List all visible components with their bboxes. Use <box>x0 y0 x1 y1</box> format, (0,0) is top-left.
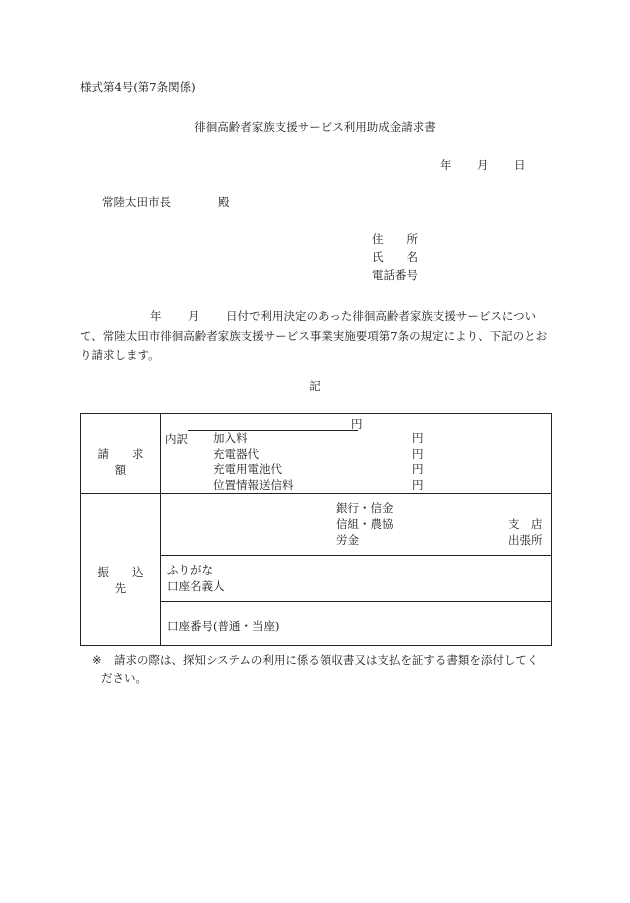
yen-unit: 円 <box>412 462 424 476</box>
bank-type: 信組・農協 <box>336 517 394 531</box>
breakdown-units <box>412 431 424 493</box>
date-year: 年 <box>440 158 452 172</box>
applicant-phone-label: 電話番号 <box>372 268 418 282</box>
account-number-label: 口座番号(普通・当座) <box>167 619 280 633</box>
form-number: 様式第4号(第7条関係) <box>80 80 196 94</box>
bank-type: 銀行・信金 <box>336 501 394 515</box>
yen-unit: 円 <box>412 431 424 445</box>
date-line <box>440 158 526 173</box>
body-paragraph <box>80 307 550 366</box>
body-month: 月 <box>188 309 200 323</box>
ki-heading: 記 <box>309 379 321 393</box>
furigana-label: ふりがな <box>167 563 213 577</box>
date-day: 日 <box>514 158 526 172</box>
breakdown-item: 充電器代 <box>213 446 259 461</box>
note-line-1: 請求の際は、探知システムの利用に係る領収書又は支払を証する書類を添付してく <box>114 653 539 667</box>
bank-type-options <box>336 500 394 548</box>
footnote <box>92 651 552 687</box>
branch-type: 支 店 <box>508 517 543 531</box>
account-holder-label: 口座名義人 <box>167 579 225 593</box>
note-mark: ※ <box>92 653 102 667</box>
applicant-name-label: 氏 名 <box>372 250 418 264</box>
branch-type: 出張所 <box>508 533 543 547</box>
transfer-destination-label: 振 込 先 <box>97 565 167 595</box>
table-divider <box>160 601 551 602</box>
date-month: 月 <box>477 158 489 172</box>
bank-type: 労金 <box>336 533 359 547</box>
table-divider <box>160 555 551 556</box>
body-text: 日付で利用決定のあった徘徊高齢者家族支援サービスについて、常陸太田市徘徊高齢者家族支援サービス事業実施要項第7条の規定により、下記のとおり請求します。 <box>80 309 548 362</box>
claim-table <box>80 413 552 646</box>
table-divider <box>81 493 551 494</box>
yen-unit: 円 <box>412 477 424 492</box>
addressee <box>102 195 230 210</box>
breakdown-label: 内訳 <box>165 432 188 446</box>
breakdown-item: 位置情報送信料 <box>213 477 294 492</box>
breakdown-items <box>213 431 294 493</box>
body-year: 年 <box>150 309 162 323</box>
applicant-block <box>372 230 418 284</box>
claim-amount-label: 請 求 額 <box>97 447 167 477</box>
breakdown-item: 加入料 <box>213 431 248 445</box>
note-line-2: ださい。 <box>101 671 147 685</box>
breakdown-item: 充電用電池代 <box>213 462 282 476</box>
addressee-honorific: 殿 <box>218 195 230 209</box>
branch-type-options <box>508 516 543 548</box>
addressee-mayor: 常陸太田市長 <box>102 195 171 209</box>
applicant-address-label: 住 所 <box>372 232 418 246</box>
total-yen-unit: 円 <box>351 417 363 431</box>
document-title: 徘徊高齢者家族支援サービス利用助成金請求書 <box>194 120 436 134</box>
yen-unit: 円 <box>412 446 424 461</box>
account-holder-block <box>167 562 225 594</box>
